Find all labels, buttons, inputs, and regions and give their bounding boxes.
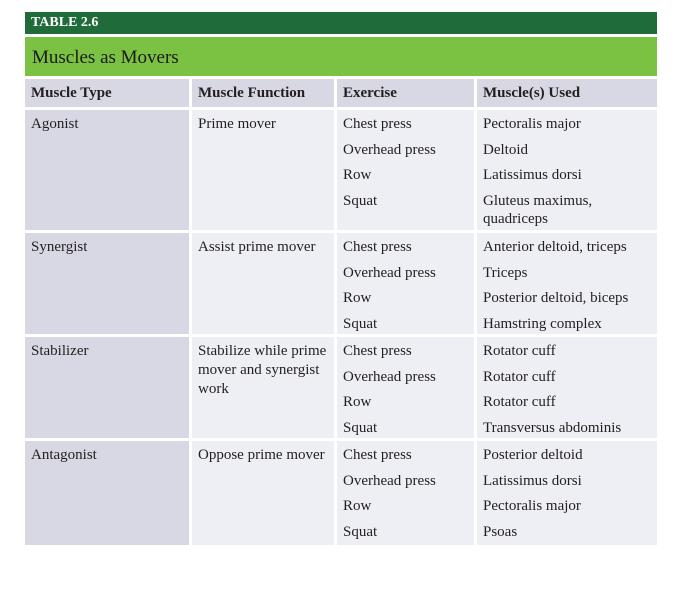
exercise-item: Squat <box>343 523 378 540</box>
exercise-item: Squat <box>343 192 378 209</box>
cell-exercises <box>337 337 474 438</box>
muscle-item: Rotator cuff <box>483 368 556 385</box>
cell-muscle-function: Oppose prime mover <box>192 441 334 545</box>
muscle-item: Latissimus dorsi <box>483 472 582 489</box>
exercise-item: Squat <box>343 315 378 332</box>
muscles-table <box>25 12 657 545</box>
cell-muscle-type: Antagonist <box>25 441 189 545</box>
muscle-item: Latissimus dorsi <box>483 167 582 183</box>
exercise-item: Overhead press <box>343 472 436 489</box>
muscle-item: Posterior deltoid, biceps <box>483 290 629 306</box>
exercise-item: Chest press <box>343 447 412 463</box>
exercise-item: Chest press <box>343 116 412 132</box>
header-exercise: Exercise <box>337 79 474 107</box>
exercise-item: Row <box>343 167 372 183</box>
muscle-item: Rotator cuff <box>483 394 556 410</box>
table-label: TABLE 2.6 <box>25 12 657 34</box>
exercise-item: Row <box>343 290 372 306</box>
cell-muscle-function: Prime mover <box>192 110 334 230</box>
muscle-item: Gluteus maximus, quadriceps <box>483 192 593 227</box>
cell-muscles-used <box>477 233 657 334</box>
cell-muscle-type: Agonist <box>25 110 189 230</box>
muscle-item: Pectoralis major <box>483 498 581 514</box>
exercise-item: Chest press <box>343 343 412 359</box>
muscle-item: Pectoralis major <box>483 116 581 132</box>
cell-exercises <box>337 233 474 334</box>
muscle-item: Triceps <box>483 264 528 281</box>
muscle-item: Rotator cuff <box>483 343 556 359</box>
header-muscle-function: Muscle Function <box>192 79 334 107</box>
muscle-item: Psoas <box>483 523 518 540</box>
cell-muscles-used <box>477 110 657 230</box>
table-grid <box>25 79 657 545</box>
header-muscles-used: Muscle(s) Used <box>477 79 657 107</box>
muscle-item: Transversus abdominis <box>483 419 622 436</box>
cell-muscle-type: Synergist <box>25 233 189 334</box>
muscle-item: Anterior deltoid, triceps <box>483 239 627 255</box>
muscle-item: Posterior deltoid <box>483 447 583 463</box>
muscle-item: Deltoid <box>483 141 528 158</box>
cell-muscle-function: Assist prime mover <box>192 233 334 334</box>
table-title: Muscles as Movers <box>25 37 657 76</box>
cell-muscle-function: Stabilize while prime mover and synergist work <box>192 337 334 438</box>
header-muscle-type: Muscle Type <box>25 79 189 107</box>
cell-exercises <box>337 110 474 230</box>
muscle-item: Hamstring complex <box>483 315 602 332</box>
exercise-item: Overhead press <box>343 141 436 158</box>
cell-muscles-used <box>477 337 657 438</box>
exercise-item: Overhead press <box>343 264 436 281</box>
exercise-item: Row <box>343 498 372 514</box>
exercise-item: Row <box>343 394 372 410</box>
exercise-item: Chest press <box>343 239 412 255</box>
exercise-item: Overhead press <box>343 368 436 385</box>
cell-exercises <box>337 441 474 545</box>
exercise-item: Squat <box>343 419 378 436</box>
cell-muscles-used <box>477 441 657 545</box>
cell-muscle-type: Stabilizer <box>25 337 189 438</box>
